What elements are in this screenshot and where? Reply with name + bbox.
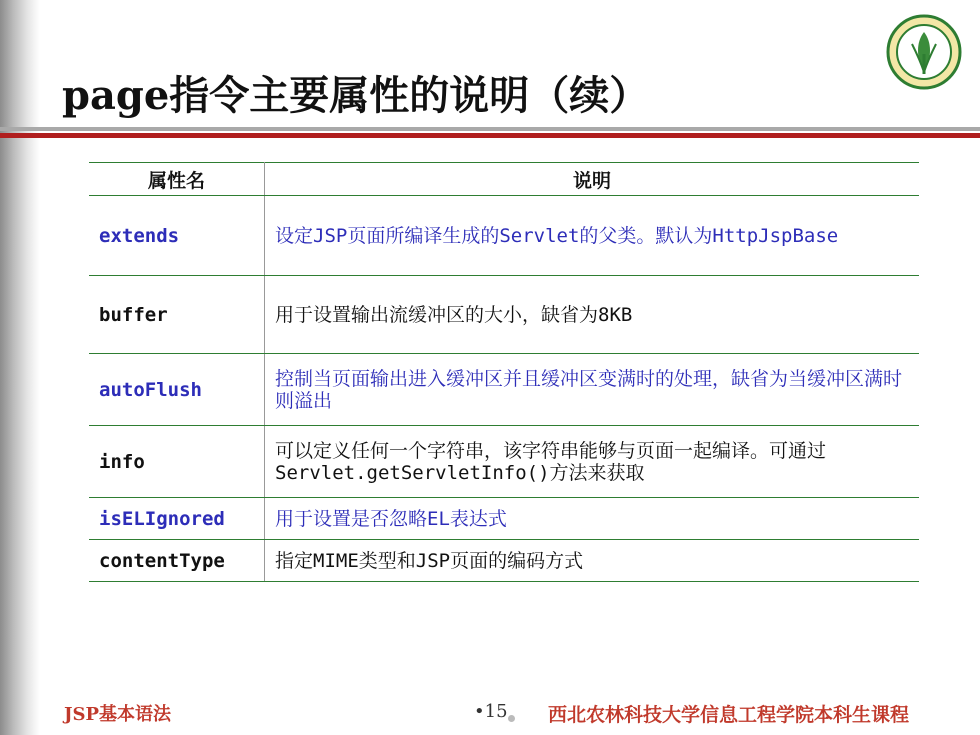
table-row xyxy=(89,196,919,276)
footer-institution: 西北农林科技大学信息工程学院本科生课程 xyxy=(548,704,910,726)
attr-desc: 指定MIME类型和JSP页面的编码方式 xyxy=(265,540,920,582)
attr-desc: 用于设置输出流缓冲区的大小，缺省为8KB xyxy=(265,276,920,354)
attr-desc: 设定JSP页面所编译生成的Servlet的父类。默认为HttpJspBase xyxy=(265,196,920,276)
page-number: •15 xyxy=(474,701,508,722)
attr-name: extends xyxy=(89,196,265,276)
attr-name: isELIgnored xyxy=(89,498,265,540)
table-header-row xyxy=(89,163,919,196)
attr-name: autoFlush xyxy=(89,354,265,426)
university-logo-icon xyxy=(886,14,962,90)
title-rule-gray xyxy=(0,127,980,131)
attr-desc: 可以定义任何一个字符串，该字符串能够与页面一起编译。可通过Servlet.getServletInfo()方法来获取 xyxy=(265,426,920,498)
header-description: 说明 xyxy=(265,163,920,196)
header-attribute-name: 属性名 xyxy=(89,163,265,196)
attribute-table xyxy=(89,162,919,582)
footer-dot-icon xyxy=(508,715,515,722)
table-row xyxy=(89,354,919,426)
attr-desc: 用于设置是否忽略EL表达式 xyxy=(265,498,920,540)
footer-course-topic: JSP基本语法 xyxy=(64,704,172,725)
title-rule-red xyxy=(0,133,980,138)
attr-desc: 控制当页面输出进入缓冲区并且缓冲区变满时的处理，缺省为当缓冲区满时则溢出 xyxy=(265,354,920,426)
table-row xyxy=(89,498,919,540)
table-row xyxy=(89,276,919,354)
attr-name: info xyxy=(89,426,265,498)
left-gradient-bar xyxy=(0,0,40,735)
table-row xyxy=(89,540,919,582)
slide-title: page指令主要属性的说明（续） xyxy=(62,72,650,119)
attr-name: contentType xyxy=(89,540,265,582)
table-row xyxy=(89,426,919,498)
attr-name: buffer xyxy=(89,276,265,354)
